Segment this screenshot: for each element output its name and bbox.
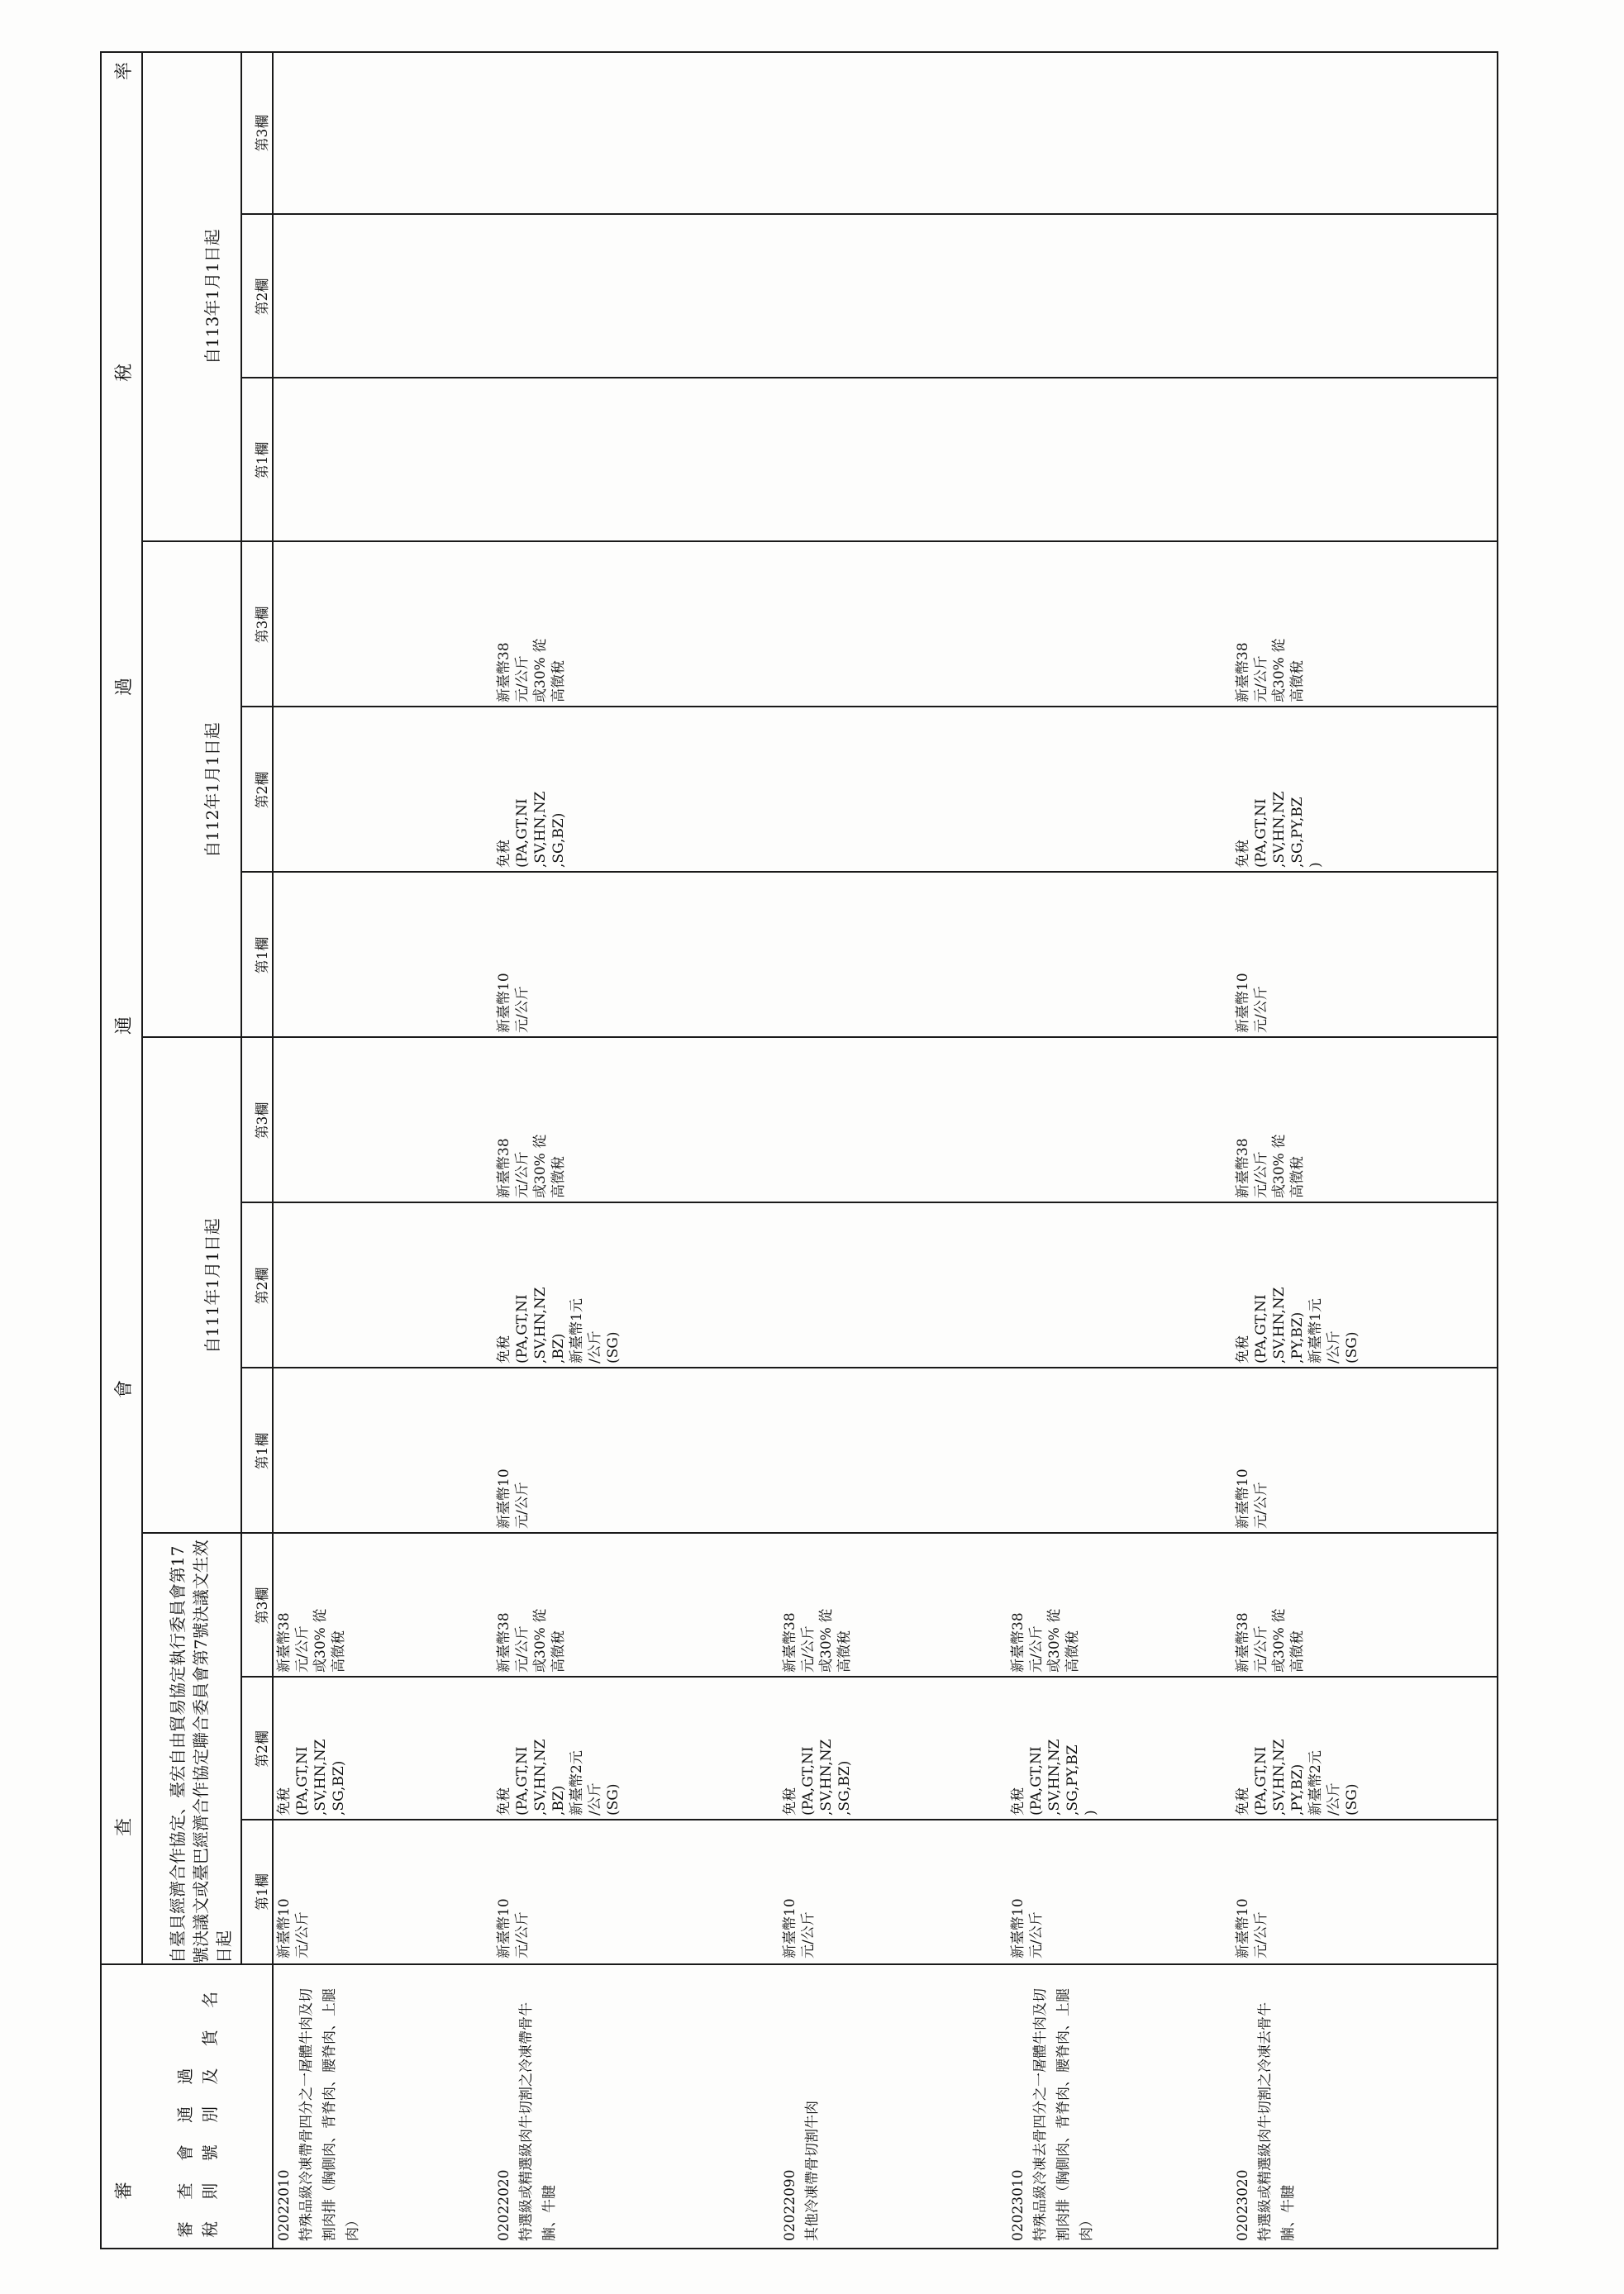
row1-code: 02022020 <box>496 2169 512 2241</box>
row1-g2c3: 新臺幣38 元/公斤 或30% 從 高徵稅 <box>496 638 567 702</box>
row1-g1c3: 新臺幣38 元/公斤 或30% 從 高徵稅 <box>496 1134 567 1198</box>
row0-g0c2: 免稅 (PA,GT,NI ,SV,HN,NZ ,SG,BZ) <box>276 1739 347 1816</box>
row4-g2c2: 免稅 (PA,GT,NI ,SV,HN,NZ ,SG,PY,BZ ) <box>1235 791 1324 868</box>
col-g1-1: 第1欄 <box>255 1432 271 1470</box>
title-char-2: 會 <box>114 1378 135 1398</box>
row3-g0c3: 新臺幣38 元/公斤 或30% 從 高徵稅 <box>1010 1608 1081 1673</box>
row3-g0c2: 免稅 (PA,GT,NI ,SV,HN,NZ ,SG,PY,BZ ) <box>1010 1739 1099 1816</box>
group-label-3: 自113年1月1日起 <box>202 229 222 364</box>
row2-g0c1: 新臺幣10 元/公斤 <box>782 1898 817 1958</box>
header-bottom <box>272 51 274 2249</box>
row3-g0c1: 新臺幣10 元/公斤 <box>1010 1898 1045 1958</box>
row1-g0c1: 新臺幣10 元/公斤 <box>496 1898 531 1958</box>
row4-g1c2: 免稅 (PA,GT,NI ,SV,HN,NZ ,PY,BZ) 新臺幣1元 /公斤 (SG) <box>1235 1287 1360 1364</box>
col-g1-3: 第3欄 <box>255 1102 271 1140</box>
row4-g0c1: 新臺幣10 元/公斤 <box>1235 1898 1269 1958</box>
row1-g2c1: 新臺幣10 元/公斤 <box>496 973 531 1033</box>
row4-g2c1: 新臺幣10 元/公斤 <box>1235 973 1269 1033</box>
group-divider-3 <box>141 540 1498 542</box>
col-g0-3: 第3欄 <box>255 1587 271 1625</box>
row2-g0c3: 新臺幣38 元/公斤 或30% 從 高徵稅 <box>782 1608 853 1673</box>
col-divider-g <box>241 377 1498 378</box>
corner-divider <box>100 1963 1498 1965</box>
group-divider-1 <box>141 1532 1498 1534</box>
row0-code: 02022010 <box>276 2169 293 2241</box>
row1-g1c1: 新臺幣10 元/公斤 <box>496 1468 531 1529</box>
col-g1-2: 第2欄 <box>255 1267 271 1305</box>
row3-name: 特殊品級冷凍去骨四分之一屠體牛肉及切割肉排（胸側肉、背脊肉、腰脊肉、上腿肉） <box>1032 1988 1095 2241</box>
col-divider-f <box>241 706 1498 707</box>
row2-name: 其他冷凍帶骨切割牛肉 <box>804 2101 821 2241</box>
row2-code: 02022090 <box>782 2169 798 2241</box>
frame-top <box>100 51 102 2249</box>
row0-g0c3: 新臺幣38 元/公斤 或30% 從 高徵稅 <box>276 1608 347 1673</box>
row1-name: 特選級或精選級肉牛切割之冷凍帶骨牛腩、牛腱 <box>518 2002 558 2241</box>
frame-right <box>100 51 1498 53</box>
title-char-3: 通 <box>114 1014 135 1035</box>
row1-g0c2: 免稅 (PA,GT,NI ,SV,HN,NZ ,BZ) 新臺幣2元 /公斤 (SG) <box>496 1739 622 1816</box>
title-char-5: 稅 <box>114 361 135 382</box>
group-divider-2 <box>141 1036 1498 1038</box>
title-char-6: 率 <box>114 59 135 80</box>
col-divider-a <box>241 1819 1498 1820</box>
corner-label-line2: 稅 則 號 別 及 貨 名 <box>200 1982 220 2238</box>
col-g3-2: 第2欄 <box>255 278 271 316</box>
row1-g1c2: 免稅 (PA,GT,NI ,SV,HN,NZ ,BZ) 新臺幣1元 /公斤 (SG) <box>496 1287 622 1364</box>
title-char-4: 過 <box>114 675 135 696</box>
frame-left <box>100 2248 1498 2249</box>
col-g2-1: 第1欄 <box>255 936 271 974</box>
title-char-1: 查 <box>114 1816 135 1836</box>
group-label-1: 自111年1月1日起 <box>202 1218 222 1354</box>
row4-name: 特選級或精選級肉牛切割之冷凍去骨牛腩、牛腱 <box>1257 2002 1297 2241</box>
row2-g0c2: 免稅 (PA,GT,NI ,SV,HN,NZ ,SG,BZ) <box>782 1739 853 1816</box>
col-g2-2: 第2欄 <box>255 771 271 809</box>
col-divider-c <box>241 1367 1498 1368</box>
group-label-2: 自112年1月1日起 <box>202 722 222 858</box>
title-char-0: 審 <box>114 2179 135 2200</box>
col-divider-b <box>241 1676 1498 1678</box>
row0-name: 特殊品級冷凍帶骨四分之一屠體牛肉及切割肉排（胸側肉、背脊肉、腰脊肉、上腿肉） <box>298 1988 361 2241</box>
row1-g2c2: 免稅 (PA,GT,NI ,SV,HN,NZ ,SG,BZ) <box>496 791 567 868</box>
group-label-0: 自臺貝經濟合作協定、臺宏自由貿易協定執行委員會第17號決議文或臺巴經濟合作協定聯合委員會第7號決議文生效日起 <box>168 1540 234 1963</box>
row1-g0c3: 新臺幣38 元/公斤 或30% 從 高徵稅 <box>496 1608 567 1673</box>
row4-g1c3: 新臺幣38 元/公斤 或30% 從 高徵稅 <box>1235 1134 1306 1198</box>
corner-label-line1: 審 查 會 通 過 <box>175 2059 195 2238</box>
rotated-tariff-table <box>100 51 1498 2249</box>
row4-g2c3: 新臺幣38 元/公斤 或30% 從 高徵稅 <box>1235 638 1306 702</box>
col-g0-1: 第1欄 <box>255 1873 271 1911</box>
col-g0-2: 第2欄 <box>255 1730 271 1768</box>
title-band-bottom <box>141 51 143 1963</box>
col-g3-3: 第3欄 <box>255 114 271 152</box>
row3-code: 02023010 <box>1010 2169 1026 2241</box>
col-g3-1: 第1欄 <box>255 441 271 479</box>
col-g2-3: 第3欄 <box>255 606 271 644</box>
row4-g0c2: 免稅 (PA,GT,NI ,SV,HN,NZ ,PY,BZ) 新臺幣2元 /公斤 (SG) <box>1235 1739 1360 1816</box>
frame-bottom <box>1497 51 1498 2249</box>
col-divider-e <box>241 871 1498 873</box>
row4-g1c1: 新臺幣10 元/公斤 <box>1235 1468 1269 1529</box>
col-divider-d <box>241 1202 1498 1203</box>
row4-code: 02023020 <box>1235 2169 1251 2241</box>
col-divider-h <box>241 213 1498 215</box>
row4-g0c3: 新臺幣38 元/公斤 或30% 從 高徵稅 <box>1235 1608 1306 1673</box>
row0-g0c1: 新臺幣10 元/公斤 <box>276 1898 311 1958</box>
